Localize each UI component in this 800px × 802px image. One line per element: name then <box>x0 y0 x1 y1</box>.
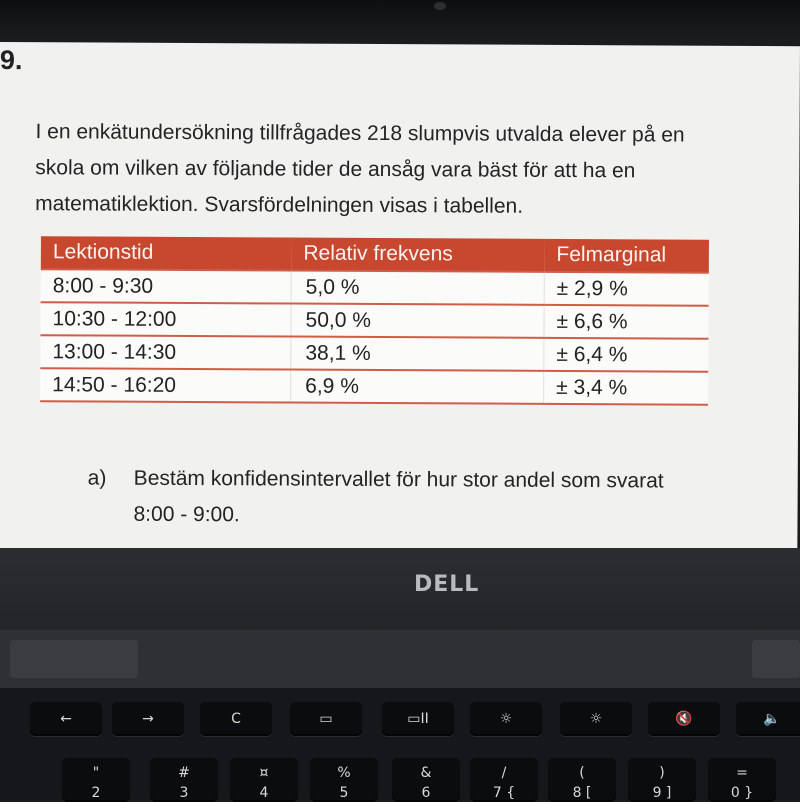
keyboard-key[interactable]: → <box>112 702 184 736</box>
keyboard-deck <box>0 688 800 800</box>
keyboard-key[interactable]: ( 8 [ <box>548 758 616 802</box>
cell-margin-of-error: ± 6,6 % <box>544 305 709 339</box>
table-row <box>40 302 708 338</box>
question-letter: a) <box>87 466 107 490</box>
cell-margin-of-error: ± 6,4 % <box>544 338 709 372</box>
cell-lesson-time: 13:00 - 14:30 <box>40 335 291 369</box>
table-row <box>40 368 708 404</box>
hinge-left <box>10 640 138 678</box>
problem-number: 9. <box>0 44 23 76</box>
frequency-table <box>40 236 709 405</box>
question-text-line1: Bestäm konfidensintervallet för hur stor andel som svarat <box>133 466 664 493</box>
keyboard-key[interactable]: & 6 <box>392 758 460 802</box>
keyboard-key[interactable]: 🔇 <box>648 702 720 736</box>
keyboard-key[interactable]: = 0 } <box>708 758 776 802</box>
webcam-icon <box>434 2 446 10</box>
cell-relative-frequency: 50,0 % <box>291 304 544 338</box>
column-header-margin-of-error: Felmarginal <box>544 239 709 273</box>
keyboard-key[interactable]: / 7 { <box>470 758 538 802</box>
table-row <box>41 269 709 305</box>
cell-margin-of-error: ± 3,4 % <box>544 371 709 405</box>
keyboard-key[interactable]: ☼ <box>560 702 632 736</box>
laptop-screen <box>0 42 800 552</box>
column-header-relative-frequency: Relativ frekvens <box>291 238 544 272</box>
laptop-bottom-bezel <box>0 548 800 640</box>
cell-relative-frequency: 6,9 % <box>291 370 544 404</box>
table-header-row <box>41 236 709 272</box>
keyboard-key[interactable]: % 5 <box>310 758 378 802</box>
problem-intro <box>35 114 796 226</box>
column-header-lesson-time: Lektionstid <box>41 236 292 270</box>
question-a <box>87 460 663 535</box>
keyboard-key[interactable]: ) 9 ] <box>628 758 696 802</box>
laptop-top-bezel <box>0 0 800 44</box>
intro-line: skola om vilken av följande tider de ansåg vara bäst för att ha en <box>35 156 636 183</box>
intro-line: I en enkätundersökning tillfrågades 218 slumpvis utvalda elever på en <box>35 120 685 147</box>
cell-relative-frequency: 38,1 % <box>291 337 544 371</box>
keyboard-key[interactable]: ☼ <box>470 702 542 736</box>
question-text-line2: 8:00 - 9:00. <box>133 502 240 527</box>
intro-line: matematiklektion. Svarsfördelningen visas i tabellen. <box>35 192 524 218</box>
table-row <box>40 335 708 371</box>
keyboard-key[interactable]: " 2 <box>62 758 130 802</box>
cell-lesson-time: 8:00 - 9:30 <box>41 269 292 303</box>
cell-relative-frequency: 5,0 % <box>291 271 544 305</box>
keyboard-key[interactable]: # 3 <box>150 758 218 802</box>
cell-lesson-time: 10:30 - 12:00 <box>40 302 291 336</box>
cell-margin-of-error: ± 2,9 % <box>544 272 709 306</box>
keyboard-key[interactable]: C <box>200 702 272 736</box>
keyboard-key[interactable]: 🔈 <box>736 702 800 736</box>
keyboard-key[interactable]: ▭II <box>382 702 454 736</box>
cell-lesson-time: 14:50 - 16:20 <box>40 368 291 402</box>
keyboard-key[interactable]: ¤ 4 <box>230 758 298 802</box>
dell-logo: DELL <box>414 572 480 597</box>
hinge-right <box>752 640 800 678</box>
keyboard-key[interactable]: ← <box>30 702 102 736</box>
keyboard-key[interactable]: ▭ <box>290 702 362 736</box>
